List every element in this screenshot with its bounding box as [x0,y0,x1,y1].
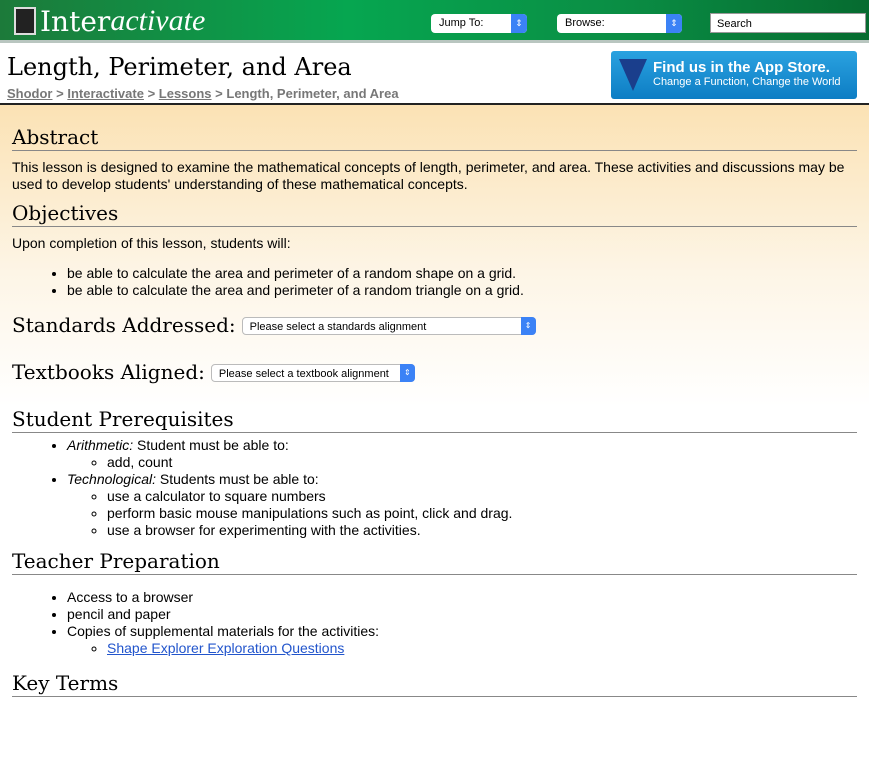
interactivate-logo[interactable] [14,4,205,38]
shape-explorer-questions-link[interactable]: Shape Explorer Exploration Questions [107,640,345,656]
prereq-tech-text: Students must be able to: [156,471,319,487]
abstract-heading: Abstract [12,125,857,151]
list-item: • Access to a browser [67,589,857,606]
breadcrumb-current: Length, Perimeter, and Area [226,86,399,101]
breadcrumb-sep: > [56,86,64,101]
main-content [0,105,869,775]
list-item-text: Copies of supplemental materials for the activities: [67,623,380,639]
app-store-line2: Change a Function, Change the World [653,76,841,88]
prereq-tech-label: Technological: [67,471,156,487]
objectives-intro: Upon completion of this lesson, students will: [12,235,291,251]
list-item [67,437,857,471]
chevron-updown-icon: ⇕ [511,14,527,33]
chevron-updown-icon: ⇕ [400,364,415,382]
prereq-heading: Student Prerequisites [12,407,857,433]
jump-to-label: Jump To: [439,17,484,29]
standards-heading: Standards Addressed: [12,313,236,337]
app-store-banner[interactable] [611,51,857,99]
logo-text-italic: activate [110,4,206,37]
logo-text: Inter [40,4,111,38]
prep-list [12,589,857,657]
app-store-line1: Find us in the App Store. [653,59,830,76]
browse-label: Browse: [565,17,605,29]
breadcrumb-shodor[interactable]: Shodor [7,86,53,101]
abstract-text: This lesson is designed to examine the mathematical concepts of length, perimeter, and area. These activities and discussions may be used to develop students' understanding of these mathematical concepts. [12,159,845,192]
standards-select[interactable] [242,317,536,335]
textbooks-select[interactable] [211,364,415,382]
breadcrumb [7,86,399,101]
prereq-arithmetic-label: Arithmetic: [67,437,134,453]
search-placeholder: Search [717,18,752,30]
objectives-list [12,265,857,299]
prereq-list [12,437,857,539]
list-item: • pencil and paper [67,606,857,623]
breadcrumb-sep: > [215,86,223,101]
list-item: ◦ use a browser for experimenting with the activities. [107,522,857,539]
list-item [107,640,857,657]
list-item: • be able to calculate the area and perimeter of a random shape on a grid. [67,265,857,282]
prep-heading: Teacher Preparation [12,549,857,575]
app-logo-icon [619,59,647,91]
key-terms-heading: Key Terms [12,671,857,697]
list-item: ◦ perform basic mouse manipulations such as point, click and drag. [107,505,857,522]
chevron-updown-icon: ⇕ [666,14,682,33]
breadcrumb-lessons[interactable]: Lessons [158,86,212,101]
textbooks-select-value: Please select a textbook alignment [218,367,389,380]
list-item: ◦ add, count [107,454,857,471]
standards-row [12,313,857,338]
textbooks-row [12,360,857,385]
objectives-heading: Objectives [12,201,857,227]
list-item [67,471,857,539]
list-item: ◦ use a calculator to square numbers [107,488,857,505]
list-item: • be able to calculate the area and perimeter of a random triangle on a grid. [67,282,857,299]
chevron-updown-icon: ⇕ [521,317,536,335]
jump-to-select[interactable] [431,14,527,33]
search-input[interactable] [710,13,866,33]
breadcrumb-sep: > [147,86,156,101]
browse-select[interactable] [557,14,682,33]
prereq-arithmetic-text: Student must be able to: [133,437,289,453]
textbooks-heading: Textbooks Aligned: [12,360,205,384]
breadcrumb-interactivate[interactable]: Interactivate [67,86,144,101]
page-title: Length, Perimeter, and Area [7,53,352,81]
list-item [67,623,857,657]
top-bar [0,0,869,43]
standards-select-value: Please select a standards alignment [249,320,427,333]
logo-icon [14,7,36,35]
